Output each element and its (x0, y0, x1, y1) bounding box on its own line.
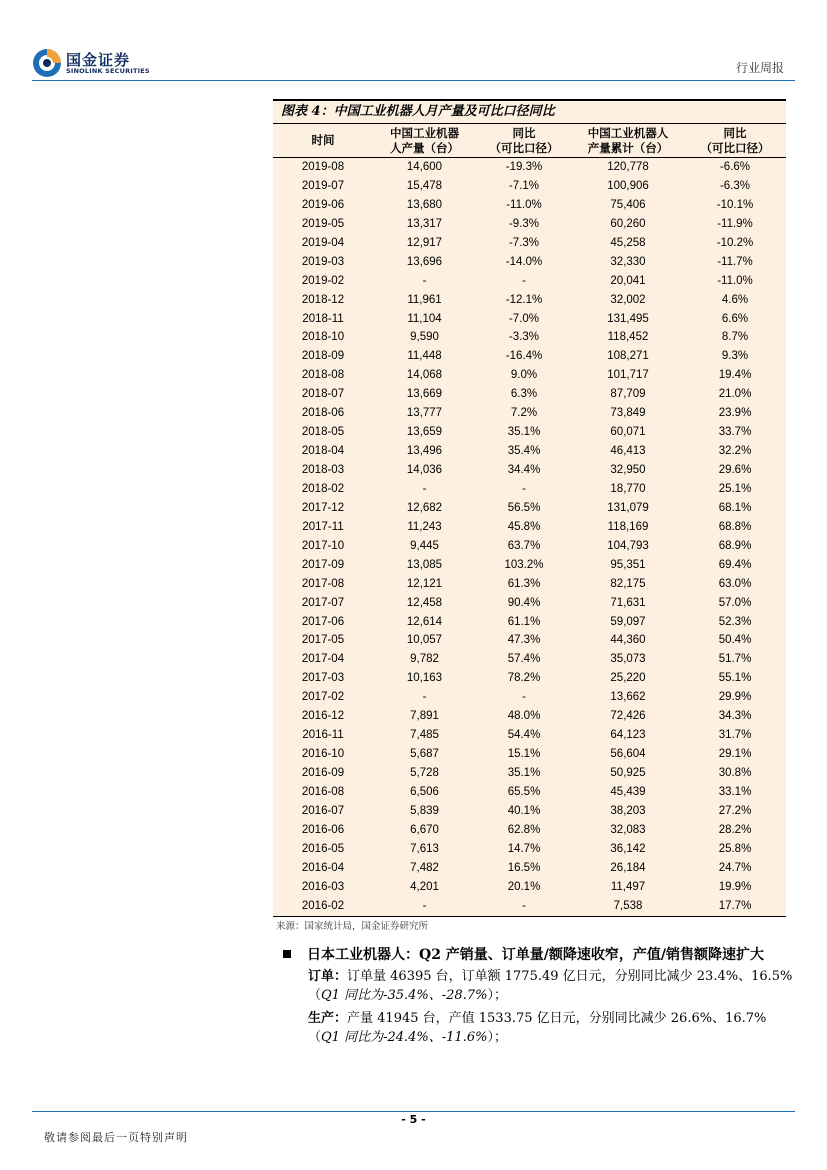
cell-monthly-yoy: 54.4% (507, 729, 541, 742)
table-row (273, 291, 786, 310)
orders-q1-open: （ (308, 988, 322, 1003)
cell-monthly-yoy: - (522, 899, 526, 912)
cell-monthly-output: 13,085 (406, 558, 443, 571)
cell-monthly-output: 12,121 (406, 577, 443, 590)
cell-monthly-output: 6,670 (410, 823, 439, 836)
cell-cumulative-output: 32,002 (610, 293, 646, 306)
cell-monthly-output: - (422, 899, 427, 912)
table-row (273, 802, 786, 821)
cell-monthly-yoy: 35.4% (507, 445, 541, 458)
cell-cumulative-output: 64,123 (610, 729, 646, 742)
cell-cumulative-output: 36,142 (610, 842, 646, 855)
table-row (273, 442, 786, 461)
cell-monthly-output: - (422, 691, 427, 704)
cell-cumulative-yoy: -10.2% (716, 236, 754, 249)
cell-cumulative-output: 118,169 (607, 520, 649, 533)
cell-cumulative-yoy: 34.3% (718, 710, 752, 723)
table-row (273, 272, 786, 291)
table-row (273, 234, 786, 253)
table-row (273, 650, 786, 669)
cell-monthly-output: 12,458 (406, 596, 443, 609)
cell-cumulative-yoy: -11.9% (717, 217, 753, 230)
cell-time: 2018-10 (301, 331, 345, 344)
cell-cumulative-yoy: 25.8% (718, 842, 752, 855)
table-row (273, 404, 786, 423)
cell-monthly-output: - (422, 482, 427, 495)
cell-cumulative-output: 32,950 (610, 464, 646, 476)
cell-time: 2016-08 (301, 785, 345, 798)
cell-monthly-yoy: 78.2% (507, 672, 541, 685)
table-row (273, 518, 786, 537)
figure-table-block (273, 99, 786, 917)
table-row (273, 537, 786, 556)
table-row (273, 158, 786, 177)
cell-cumulative-yoy: 69.4% (718, 558, 752, 571)
cell-monthly-output: 10,163 (406, 672, 443, 685)
cell-cumulative-yoy: 68.9% (718, 539, 752, 552)
cell-cumulative-output: 46,413 (610, 445, 646, 458)
cell-monthly-output: 9,445 (410, 539, 439, 552)
cell-time: 2017-07 (301, 596, 345, 609)
cell-cumulative-yoy: 8.7% (721, 331, 749, 344)
cell-monthly-output: 5,687 (410, 748, 439, 761)
cell-time: 2018-09 (301, 350, 345, 363)
page-number: - 5 - (401, 1113, 426, 1126)
cell-cumulative-yoy: 19.9% (718, 880, 752, 893)
production-paragraph (308, 1009, 798, 1047)
cell-monthly-output: 11,104 (407, 312, 442, 325)
cell-cumulative-output: 45,258 (610, 236, 646, 249)
cell-monthly-yoy: - (522, 274, 526, 287)
cell-time: 2019-05 (301, 217, 345, 230)
cell-cumulative-output: 101,717 (607, 369, 649, 382)
cell-time: 2018-06 (301, 407, 345, 420)
cell-cumulative-yoy: 29.1% (718, 748, 752, 761)
cell-monthly-yoy: -12.1% (505, 293, 543, 306)
cell-cumulative-output: 100,906 (607, 179, 649, 192)
cell-monthly-yoy: 62.8% (507, 823, 541, 836)
cell-time: 2017-10 (301, 539, 345, 552)
production-q1-open: （ (308, 1030, 322, 1045)
column-header-monthly-yoy: 同比 （可比口径） (489, 125, 559, 155)
table-row (273, 613, 786, 632)
cell-cumulative-output: 13,662 (610, 691, 646, 704)
cell-cumulative-output: 120,778 (607, 161, 649, 173)
cell-time: 2017-04 (301, 653, 345, 666)
table-row (273, 177, 786, 196)
company-logo (32, 48, 152, 78)
cell-cumulative-output: 38,203 (610, 804, 646, 817)
cell-monthly-yoy: - (522, 482, 526, 495)
cell-time: 2017-11 (302, 520, 344, 533)
cell-time: 2016-02 (301, 899, 345, 912)
cell-cumulative-output: 32,083 (610, 823, 646, 836)
cell-cumulative-yoy: 23.9% (718, 407, 752, 420)
cell-cumulative-yoy: 31.7% (718, 729, 752, 742)
figure-source: 来源：国家统计局，国金证券研究所 (276, 921, 429, 932)
cell-cumulative-output: 87,709 (610, 388, 646, 401)
cell-cumulative-output: 44,360 (610, 634, 646, 647)
column-header-cumulative-output: 中国工业机器人 产量累计（台） (587, 125, 669, 155)
cell-cumulative-yoy: 33.1% (718, 785, 752, 798)
cell-time: 2018-08 (301, 369, 345, 382)
table-row (273, 310, 786, 329)
cell-time: 2016-09 (301, 767, 345, 779)
cell-monthly-yoy: 48.0% (507, 710, 541, 723)
cell-cumulative-yoy: 9.3% (721, 350, 749, 363)
cell-monthly-output: 7,482 (410, 861, 439, 874)
cell-monthly-output: 10,057 (406, 634, 443, 647)
cell-cumulative-output: 75,406 (610, 198, 646, 211)
cell-time: 2018-11 (302, 312, 344, 325)
cell-time: 2017-12 (301, 501, 345, 514)
cell-cumulative-output: 71,631 (610, 596, 646, 609)
cell-time: 2017-09 (301, 558, 345, 571)
cell-cumulative-yoy: 19.4% (718, 369, 752, 382)
cell-time: 2016-03 (301, 880, 345, 893)
cell-monthly-yoy: 103.2% (504, 558, 544, 571)
table-row (273, 499, 786, 518)
logo-chinese-name: 国金证券 (66, 51, 131, 69)
orders-paragraph (308, 967, 798, 1005)
cell-cumulative-output: 56,604 (610, 748, 646, 761)
cell-monthly-yoy: 65.5% (507, 785, 541, 798)
table-row (273, 840, 786, 859)
cell-monthly-output: 13,496 (406, 445, 443, 458)
column-header-monthly-output: 中国工业机器 人产量（台） (390, 125, 459, 155)
cell-monthly-yoy: 45.8% (507, 520, 541, 533)
cell-monthly-yoy: 7.2% (510, 407, 538, 420)
header-divider (32, 80, 795, 81)
cell-cumulative-output: 50,925 (610, 767, 646, 779)
cell-monthly-yoy: 20.1% (507, 880, 541, 893)
cell-cumulative-yoy: 32.2% (718, 445, 752, 458)
cell-time: 2018-05 (301, 426, 345, 439)
cell-monthly-yoy: -16.4% (505, 350, 543, 363)
cell-monthly-yoy: 61.3% (507, 577, 541, 590)
table-row (273, 878, 786, 897)
production-q1-close: ）； (487, 1030, 507, 1045)
cell-monthly-yoy: 63.7% (507, 539, 541, 552)
cell-cumulative-yoy: 27.2% (718, 804, 752, 817)
cell-time: 2019-06 (301, 198, 345, 211)
cell-monthly-yoy: -7.3% (508, 236, 540, 249)
cell-monthly-output: 9,782 (410, 653, 439, 666)
table-row (273, 821, 786, 840)
cell-cumulative-yoy: 25.1% (718, 482, 752, 495)
cell-monthly-yoy: 16.5% (507, 861, 541, 874)
cell-cumulative-yoy: 4.6% (721, 293, 749, 306)
cell-cumulative-yoy: 17.7% (718, 899, 752, 912)
cell-monthly-output: 13,680 (406, 198, 443, 211)
cell-cumulative-yoy: -6.3% (719, 179, 751, 192)
cell-time: 2017-03 (301, 672, 345, 685)
cell-cumulative-yoy: 29.6% (718, 464, 752, 476)
cell-monthly-output: 12,682 (406, 501, 443, 514)
cell-monthly-yoy: -14.0% (505, 255, 543, 268)
cell-time: 2017-02 (301, 691, 345, 704)
bullet-square-icon (283, 950, 291, 958)
table-row (273, 328, 786, 347)
table-row (273, 556, 786, 575)
cell-cumulative-output: 72,426 (610, 710, 646, 723)
cell-monthly-output: - (422, 274, 427, 287)
cell-time: 2018-04 (301, 445, 345, 458)
orders-text: 订单量 46395 台，订单额 1775.49 亿日元，分别同比减少 23.4%、16.5% (347, 969, 793, 984)
cell-time: 2018-03 (301, 464, 345, 476)
cell-cumulative-output: 82,175 (610, 577, 646, 590)
data-table (273, 123, 786, 917)
table-row (273, 385, 786, 404)
cell-monthly-output: 5,728 (410, 767, 439, 779)
cell-cumulative-yoy: 21.0% (718, 388, 752, 401)
table-body (273, 158, 786, 917)
cell-monthly-output: 12,917 (406, 236, 443, 249)
cell-time: 2016-07 (301, 804, 345, 817)
production-text: 产量 41945 台，产值 1533.75 亿日元，分别同比减少 26.6%、16.7% (347, 1011, 767, 1026)
cell-monthly-output: 15,478 (406, 179, 443, 192)
cell-monthly-yoy: 35.1% (507, 767, 541, 779)
table-row (273, 764, 786, 783)
cell-monthly-yoy: 47.3% (507, 634, 541, 647)
column-header-time: 时间 (311, 133, 335, 147)
cell-monthly-yoy: - (522, 691, 526, 704)
cell-time: 2016-06 (301, 823, 345, 836)
production-q1-comparison: Q1 同比为-24.4%、-11.6% (321, 1030, 488, 1045)
cell-cumulative-yoy: -10.1% (716, 198, 754, 211)
table-row (273, 594, 786, 613)
footer-disclaimer: 敬请参阅最后一页特别声明 (44, 1131, 188, 1144)
cell-time: 2016-05 (301, 842, 345, 855)
cell-monthly-output: 7,485 (410, 729, 439, 742)
cell-monthly-output: 13,696 (406, 255, 443, 268)
cell-monthly-yoy: -3.3% (508, 331, 540, 344)
cell-time: 2019-07 (301, 179, 345, 192)
cell-monthly-yoy: 9.0% (510, 369, 538, 382)
cell-cumulative-output: 35,073 (610, 653, 646, 666)
cell-monthly-output: 6,506 (410, 785, 439, 798)
cell-monthly-output: 12,614 (406, 615, 443, 628)
cell-monthly-output: 13,669 (406, 388, 443, 401)
table-row (273, 196, 786, 215)
cell-cumulative-yoy: -6.6% (719, 161, 751, 173)
cell-cumulative-output: 26,184 (610, 861, 646, 874)
cell-cumulative-output: 95,351 (610, 558, 646, 571)
table-row (273, 480, 786, 499)
cell-monthly-yoy: -19.3% (505, 161, 543, 173)
cell-monthly-output: 14,036 (406, 464, 443, 476)
cell-monthly-yoy: 90.4% (507, 596, 541, 609)
cell-monthly-yoy: 6.3% (510, 388, 538, 401)
production-lead: 生产： (308, 1011, 348, 1026)
table-row (273, 783, 786, 802)
table-row (273, 423, 786, 442)
cell-cumulative-yoy: 24.7% (718, 861, 752, 874)
cell-time: 2016-11 (302, 729, 344, 742)
cell-cumulative-output: 32,330 (610, 255, 646, 268)
cell-cumulative-yoy: -11.7% (717, 255, 753, 268)
cell-monthly-yoy: 35.1% (507, 426, 541, 439)
cell-cumulative-yoy: 33.7% (718, 426, 752, 439)
cell-cumulative-output: 18,770 (610, 482, 646, 495)
cell-monthly-output: 14,600 (406, 161, 443, 173)
cell-monthly-yoy: 61.1% (507, 615, 541, 628)
cell-monthly-output: 11,243 (407, 520, 442, 533)
cell-time: 2018-07 (301, 388, 345, 401)
orders-lead: 订单： (308, 969, 348, 984)
cell-time: 2016-12 (301, 710, 345, 723)
cell-cumulative-yoy: 57.0% (718, 596, 752, 609)
table-row (273, 859, 786, 878)
logo-english-name: SINOLINK SECURITIES (66, 67, 150, 75)
cell-cumulative-yoy: 55.1% (718, 672, 752, 685)
cell-monthly-output: 14,068 (406, 369, 443, 382)
cell-cumulative-yoy: 6.6% (721, 312, 749, 325)
table-row (273, 575, 786, 594)
cell-cumulative-output: 60,071 (610, 426, 646, 439)
cell-cumulative-yoy: 28.2% (718, 823, 752, 836)
figure-title: 图表 4：中国工业机器人月产量及可比口径同比 (273, 99, 786, 123)
cell-time: 2017-05 (301, 634, 345, 647)
cell-cumulative-output: 60,260 (610, 217, 646, 230)
table-row (273, 897, 786, 916)
cell-cumulative-yoy: -11.0% (717, 274, 753, 287)
cell-cumulative-yoy: 50.4% (718, 634, 752, 647)
cell-cumulative-output: 104,793 (607, 539, 649, 552)
cell-cumulative-yoy: 63.0% (718, 577, 752, 590)
cell-cumulative-yoy: 68.1% (718, 501, 752, 514)
orders-q1-close: ）； (487, 988, 507, 1003)
cell-cumulative-output: 118,452 (607, 331, 649, 344)
table-row (273, 745, 786, 764)
table-header (273, 124, 786, 158)
cell-cumulative-output: 59,097 (610, 615, 646, 628)
cell-monthly-yoy: 34.4% (507, 464, 541, 476)
cell-time: 2019-08 (301, 161, 345, 173)
cell-monthly-output: 5,839 (410, 804, 439, 817)
cell-time: 2018-02 (301, 482, 345, 495)
cell-monthly-output: 9,590 (410, 331, 439, 344)
cell-monthly-output: 13,659 (406, 426, 443, 439)
section-bullet (283, 944, 764, 964)
cell-time: 2018-12 (301, 293, 345, 306)
table-row (273, 669, 786, 688)
cell-time: 2016-04 (301, 861, 345, 874)
cell-monthly-output: 13,317 (406, 217, 443, 230)
orders-q1-comparison: Q1 同比为-35.4%、-28.7% (321, 988, 488, 1003)
cell-monthly-yoy: 40.1% (507, 804, 541, 817)
column-header-cumulative-yoy: 同比 （可比口径） (700, 125, 770, 155)
section-bullet-title: 日本工业机器人：Q2 产销量、订单量/额降速收窄，产值/销售额降速扩大 (307, 947, 765, 963)
cell-monthly-output: 13,777 (406, 407, 443, 420)
cell-monthly-yoy: -11.0% (506, 198, 542, 211)
cell-cumulative-output: 20,041 (610, 274, 646, 287)
cell-cumulative-output: 25,220 (610, 672, 646, 685)
cell-cumulative-yoy: 51.7% (718, 653, 752, 666)
cell-cumulative-output: 73,849 (610, 407, 646, 420)
cell-monthly-output: 4,201 (410, 880, 439, 893)
table-row (273, 253, 786, 272)
footer-divider (32, 1111, 795, 1112)
cell-cumulative-yoy: 52.3% (718, 615, 752, 628)
table-row (273, 688, 786, 707)
cell-time: 2019-02 (301, 274, 345, 287)
cell-monthly-yoy: -7.0% (508, 312, 540, 325)
cell-time: 2016-10 (301, 748, 345, 761)
cell-monthly-output: 7,891 (410, 710, 439, 723)
cell-cumulative-output: 45,439 (610, 785, 646, 798)
cell-cumulative-output: 131,495 (607, 312, 649, 325)
cell-monthly-yoy: 56.5% (507, 501, 541, 514)
table-row (273, 461, 786, 480)
cell-time: 2017-08 (301, 577, 345, 590)
cell-cumulative-yoy: 30.8% (718, 767, 752, 779)
cell-monthly-output: 7,613 (410, 842, 439, 855)
table-row (273, 347, 786, 366)
table-row (273, 726, 786, 745)
table-row (273, 631, 786, 650)
cell-cumulative-yoy: 68.8% (718, 520, 752, 533)
table-row (273, 707, 786, 726)
cell-monthly-yoy: 15.1% (507, 748, 541, 761)
cell-monthly-output: 11,448 (407, 350, 442, 363)
cell-time: 2019-04 (301, 236, 345, 249)
cell-monthly-yoy: -9.3% (508, 217, 540, 230)
cell-time: 2019-03 (301, 255, 345, 268)
cell-cumulative-yoy: 29.9% (718, 691, 752, 704)
logo-mark-icon (32, 48, 62, 78)
cell-cumulative-output: 131,079 (607, 501, 649, 514)
cell-monthly-yoy: 57.4% (507, 653, 541, 666)
cell-cumulative-output: 108,271 (607, 350, 649, 363)
table-row (273, 366, 786, 385)
cell-time: 2017-06 (301, 615, 345, 628)
report-type: 行业周报 (735, 61, 784, 75)
cell-monthly-output: 11,961 (407, 293, 442, 306)
cell-monthly-yoy: -7.1% (508, 179, 540, 192)
cell-monthly-yoy: 14.7% (507, 842, 541, 855)
cell-cumulative-output: 7,538 (613, 899, 643, 912)
cell-cumulative-output: 11,497 (610, 880, 646, 893)
table-row (273, 215, 786, 234)
